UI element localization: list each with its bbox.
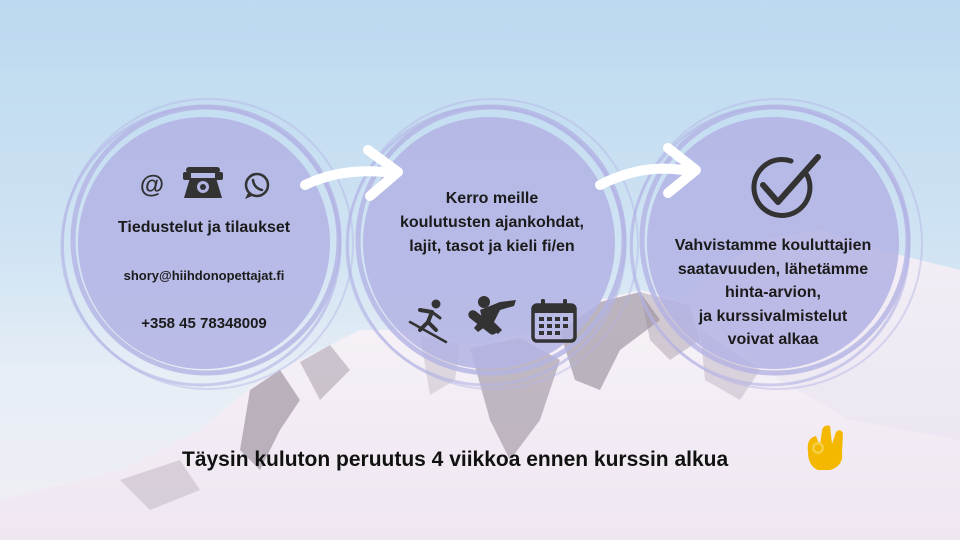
confirm-line: hinta-arvion, <box>724 284 821 301</box>
ok-hand-icon <box>808 426 843 471</box>
confirm-line: saatavuuden, lähetämme <box>677 260 869 278</box>
request-line: lajit, tasot ja kieli fi/en <box>409 238 575 255</box>
contact-phone[interactable]: +358 45 78348009 <box>141 315 267 332</box>
cancellation-note: Täysin kuluton peruutus 4 viikkoa ennen kurssin alkua <box>182 448 729 471</box>
request-line: Kerro meille <box>445 190 539 207</box>
confirm-line: voivat alkaa <box>727 331 819 348</box>
request-line: koulutusten ajankohdat, <box>399 214 584 231</box>
request-text <box>362 187 622 259</box>
telephone-icon <box>183 167 223 198</box>
at-sign-icon: @ <box>139 171 165 199</box>
contact-email[interactable]: shory@hiihdonopettajat.fi <box>123 268 285 283</box>
contact-circle <box>62 99 353 389</box>
confirm-text <box>638 234 908 352</box>
contact-title: Tiedustelut ja tilaukset <box>117 219 291 236</box>
confirm-line: ja kurssivalmistelut <box>698 307 848 325</box>
confirm-line: Vahvistamme kouluttajien <box>674 237 872 254</box>
